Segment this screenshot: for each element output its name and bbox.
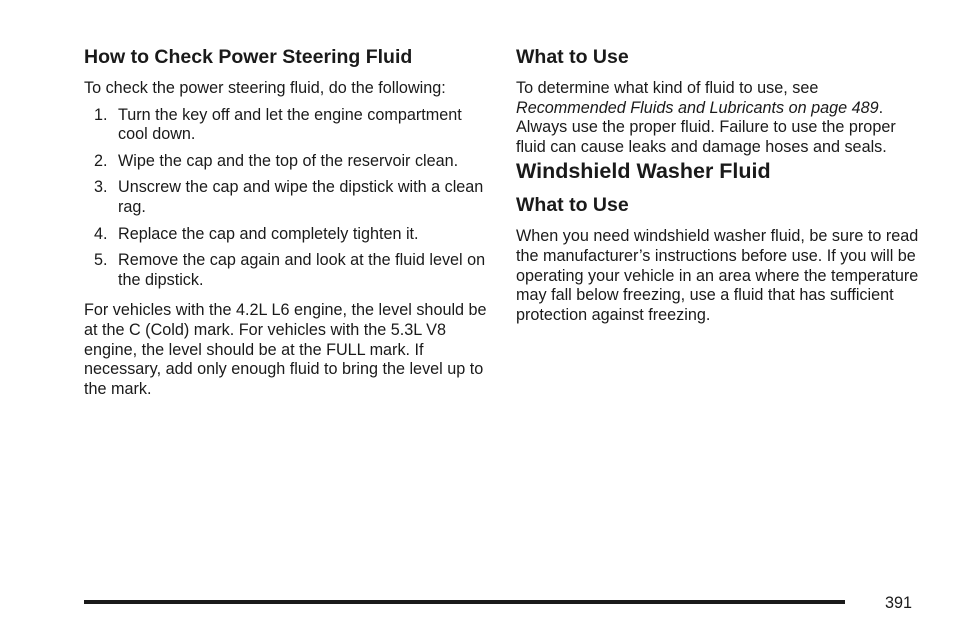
step-item [84, 106, 492, 145]
power-steering-intro: To check the power steering fluid, do the following: [84, 79, 446, 97]
step-text: Remove the cap again and look at the fluid level on the dipstick. [118, 251, 486, 289]
step-number: 3. [94, 178, 108, 197]
step-number: 2. [94, 151, 108, 170]
what-to-use-text [516, 79, 924, 157]
step-item [84, 225, 492, 245]
left-column [84, 44, 492, 399]
step-number: 1. [94, 105, 108, 124]
fluid-level-note: For vehicles with the 4.2L L6 engine, the level should be at the C (Cold) mark. For vehicles with the 5.3L V8 engine, the level should be at the FULL mark. If necessary, add only enough fluid to bring the level up to the mark. [84, 301, 487, 398]
what-to-use-text-after: . Always use the proper fluid. Failure to use the proper fluid can cause leaks and damage hoses and seals. [516, 98, 896, 156]
step-text: Replace the cap and completely tighten it. [118, 224, 419, 243]
step-number: 5. [94, 251, 108, 270]
what-to-use-text-before: To determine what kind of fluid to use, see [516, 79, 819, 97]
washer-fluid-text: When you need windshield washer fluid, be sure to read the manufacturer’s instructions before use. If you will be operating your vehicle in an area where the temperature may fall below freezing, use a fluid that has sufficient protection against freezing. [516, 227, 919, 324]
step-item [84, 152, 492, 172]
step-item [84, 251, 492, 290]
what-to-use-heading: What to Use [516, 46, 629, 68]
page-number: 391 [885, 594, 913, 612]
washer-fluid-heading: Windshield Washer Fluid [516, 159, 771, 184]
step-text: Unscrew the cap and wipe the dipstick with a clean rag. [118, 178, 484, 216]
fluids-reference-link: Recommended Fluids and Lubricants on page 489 [516, 98, 879, 117]
step-item [84, 178, 492, 217]
power-steering-steps [84, 106, 492, 291]
washer-what-to-use-heading: What to Use [516, 194, 629, 217]
step-text: Turn the key off and let the engine compartment cool down. [118, 105, 462, 144]
step-text: Wipe the cap and the top of the reservoir clean. [118, 151, 459, 170]
footer-rule [84, 600, 845, 604]
step-number: 4. [94, 224, 108, 243]
power-steering-heading: How to Check Power Steering Fluid [84, 46, 413, 68]
right-column [516, 44, 924, 325]
